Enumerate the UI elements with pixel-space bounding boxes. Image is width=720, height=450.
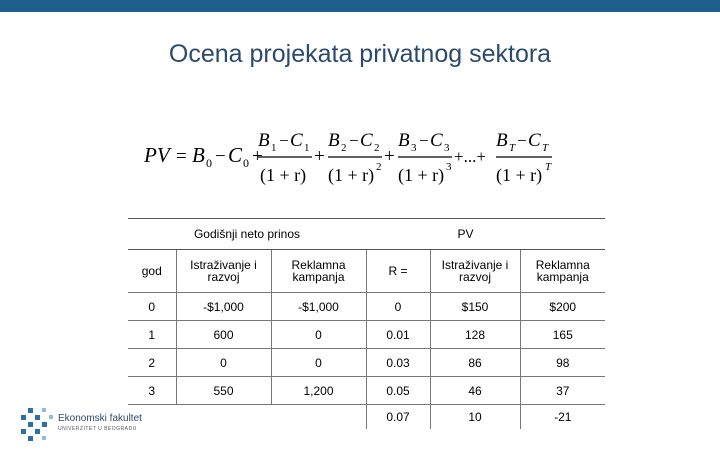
svg-text:3: 3 bbox=[411, 142, 417, 154]
table-cell: 165 bbox=[520, 321, 605, 349]
table-cell: -21 bbox=[520, 405, 605, 430]
table-cell bbox=[176, 405, 271, 430]
svg-text:B: B bbox=[192, 143, 205, 167]
formula-term-1 bbox=[258, 130, 312, 186]
col-header-rate: R = bbox=[366, 250, 430, 293]
column-header-row bbox=[128, 250, 605, 293]
svg-text:T: T bbox=[509, 142, 516, 154]
pv-table bbox=[128, 218, 605, 429]
slide-title: Ocena projekata privatnog sektora bbox=[168, 40, 552, 68]
svg-text:0: 0 bbox=[206, 156, 212, 170]
table-cell: 1,200 bbox=[271, 377, 366, 405]
table-cell: 0 bbox=[271, 349, 366, 377]
svg-text:C: C bbox=[228, 143, 243, 167]
table-cell: 0.05 bbox=[366, 377, 430, 405]
svg-text:T: T bbox=[542, 142, 549, 154]
svg-text:−: − bbox=[349, 131, 359, 150]
svg-text:B: B bbox=[496, 130, 508, 151]
table-cell: 3 bbox=[128, 377, 176, 405]
faculty-logo-icon bbox=[18, 406, 148, 442]
svg-text:(1 + r): (1 + r) bbox=[496, 165, 543, 185]
table-cell: 0 bbox=[271, 321, 366, 349]
top-bar bbox=[0, 0, 720, 12]
svg-text:(1 + r): (1 + r) bbox=[398, 165, 445, 185]
table-cell: 0.03 bbox=[366, 349, 430, 377]
table-row bbox=[128, 321, 605, 349]
svg-text:1: 1 bbox=[271, 142, 277, 154]
table-cell: $150 bbox=[430, 293, 520, 321]
col-header-year: god bbox=[128, 250, 176, 293]
table-cell: 2 bbox=[128, 349, 176, 377]
formula-term-t bbox=[496, 130, 552, 186]
formula-term-3 bbox=[398, 130, 452, 186]
formula-lhs: PV bbox=[144, 143, 170, 167]
svg-text:3: 3 bbox=[446, 161, 452, 173]
faculty-name: Ekonomski fakultet bbox=[58, 413, 142, 424]
svg-text:C: C bbox=[290, 130, 303, 151]
svg-text:C: C bbox=[360, 130, 373, 151]
svg-text:B: B bbox=[328, 130, 340, 151]
table-cell: 86 bbox=[430, 349, 520, 377]
table-cell: 0 bbox=[128, 293, 176, 321]
col-header-pv-rd: Istraživanje i razvoj bbox=[430, 250, 520, 293]
svg-text:0: 0 bbox=[243, 156, 249, 170]
table-cell: 10 bbox=[430, 405, 520, 430]
svg-text:B: B bbox=[398, 130, 410, 151]
table-cell: 0 bbox=[176, 349, 271, 377]
table-row bbox=[128, 349, 605, 377]
table-row bbox=[128, 377, 605, 405]
formula-term-2 bbox=[328, 130, 382, 186]
col-header-rd: Istraživanje i razvoj bbox=[176, 250, 271, 293]
table-row bbox=[128, 405, 605, 430]
svg-text:=: = bbox=[176, 146, 187, 167]
svg-text:−: − bbox=[215, 146, 226, 167]
table-cell bbox=[271, 405, 366, 430]
svg-text:−: − bbox=[517, 131, 527, 150]
group-header-row bbox=[128, 219, 605, 250]
svg-text:(1 + r): (1 + r) bbox=[260, 165, 307, 185]
svg-text:3: 3 bbox=[444, 142, 450, 154]
pv-formula bbox=[142, 124, 562, 190]
group-header-annual: Godišnji neto prinos bbox=[128, 219, 366, 250]
table-cell: 0.07 bbox=[366, 405, 430, 430]
svg-text:T: T bbox=[545, 161, 552, 173]
group-header-pv: PV bbox=[366, 219, 605, 250]
svg-text:(1 + r): (1 + r) bbox=[328, 165, 375, 185]
svg-text:1: 1 bbox=[304, 142, 310, 154]
faculty-subtitle: UNIVERZITET U BEOGRADU bbox=[58, 426, 137, 432]
col-header-pv-ad: Reklamna kampanja bbox=[520, 250, 605, 293]
svg-text:2: 2 bbox=[376, 161, 382, 173]
svg-text:+: + bbox=[384, 146, 395, 167]
table-cell: 46 bbox=[430, 377, 520, 405]
svg-text:B: B bbox=[258, 130, 270, 151]
col-header-ad: Reklamna kampanja bbox=[271, 250, 366, 293]
table-cell: 550 bbox=[176, 377, 271, 405]
svg-text:+: + bbox=[314, 146, 325, 167]
svg-text:+: + bbox=[252, 146, 263, 167]
table-row bbox=[128, 293, 605, 321]
svg-text:C: C bbox=[528, 130, 541, 151]
table-cell: 128 bbox=[430, 321, 520, 349]
table-cell: 600 bbox=[176, 321, 271, 349]
table-cell: -$1,000 bbox=[176, 293, 271, 321]
svg-text:2: 2 bbox=[374, 142, 380, 154]
svg-text:2: 2 bbox=[341, 142, 347, 154]
svg-text:C: C bbox=[430, 130, 443, 151]
table-cell: 0 bbox=[366, 293, 430, 321]
table-cell: -$1,000 bbox=[271, 293, 366, 321]
table-cell: 1 bbox=[128, 321, 176, 349]
svg-text:+...+: +...+ bbox=[454, 147, 486, 166]
table-cell: $200 bbox=[520, 293, 605, 321]
svg-text:−: − bbox=[279, 131, 289, 150]
svg-text:−: − bbox=[419, 131, 429, 150]
table-cell: 0.01 bbox=[366, 321, 430, 349]
table-cell: 37 bbox=[520, 377, 605, 405]
table-cell: 98 bbox=[520, 349, 605, 377]
